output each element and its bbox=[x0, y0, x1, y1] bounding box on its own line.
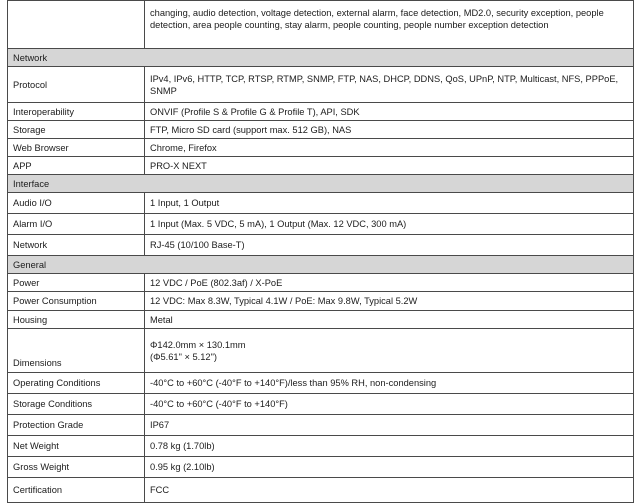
spec-row-storage bbox=[8, 121, 634, 139]
spec-value: FTP, Micro SD card (support max. 512 GB), NAS bbox=[145, 121, 634, 139]
spec-label: Alarm I/O bbox=[8, 214, 145, 235]
spec-value: ONVIF (Profile S & Profile G & Profile T), API, SDK bbox=[145, 103, 634, 121]
spec-label: Power Consumption bbox=[8, 292, 145, 311]
spec-row-interoperability bbox=[8, 103, 634, 121]
events-value: changing, audio detection, voltage detection, external alarm, face detection, MD2.0, security exception, people detection, area people counting, stay alarm, people counting, people number exception detection bbox=[145, 1, 634, 49]
spec-label: Storage Conditions bbox=[8, 394, 145, 415]
spec-value: 0.78 kg (1.70lb) bbox=[145, 436, 634, 457]
spec-label: Storage bbox=[8, 121, 145, 139]
spec-label: Protection Grade bbox=[8, 415, 145, 436]
spec-label: Audio I/O bbox=[8, 193, 145, 214]
section-general bbox=[8, 256, 634, 274]
spec-table bbox=[7, 0, 634, 503]
section-network-title: Network bbox=[8, 49, 634, 67]
spec-value: 1 Input, 1 Output bbox=[145, 193, 634, 214]
spec-row-audio-io bbox=[8, 193, 634, 214]
spec-row-power-consumption bbox=[8, 292, 634, 311]
spec-value: 0.95 kg (2.10lb) bbox=[145, 457, 634, 478]
dimensions-metric: Φ142.0mm × 130.1mm bbox=[150, 339, 246, 350]
spec-row-alarm-io bbox=[8, 214, 634, 235]
spec-row-web-browser bbox=[8, 139, 634, 157]
spec-label: APP bbox=[8, 157, 145, 175]
spec-label: Gross Weight bbox=[8, 457, 145, 478]
spec-value bbox=[145, 329, 634, 373]
spec-row-gross-weight bbox=[8, 457, 634, 478]
spec-value: 1 Input (Max. 5 VDC, 5 mA), 1 Output (Max. 12 VDC, 300 mA) bbox=[145, 214, 634, 235]
spec-value: Metal bbox=[145, 311, 634, 329]
spec-label: Interoperability bbox=[8, 103, 145, 121]
section-interface bbox=[8, 175, 634, 193]
spec-label: Net Weight bbox=[8, 436, 145, 457]
spec-value: -40°C to +60°C (-40°F to +140°F)/less than 95% RH, non-condensing bbox=[145, 373, 634, 394]
spec-label: Certification bbox=[8, 478, 145, 503]
section-interface-title: Interface bbox=[8, 175, 634, 193]
spec-label: Protocol bbox=[8, 67, 145, 103]
spec-label: Network bbox=[8, 235, 145, 256]
events-row bbox=[8, 1, 634, 49]
spec-value: PRO-X NEXT bbox=[145, 157, 634, 175]
section-general-title: General bbox=[8, 256, 634, 274]
spec-row-protocol bbox=[8, 67, 634, 103]
section-network bbox=[8, 49, 634, 67]
spec-value: 12 VDC / PoE (802.3af) / X-PoE bbox=[145, 274, 634, 292]
spec-value: IPv4, IPv6, HTTP, TCP, RTSP, RTMP, SNMP, FTP, NAS, DHCP, DDNS, QoS, UPnP, NTP, Multicast, NFS, PPPoE, SNMP bbox=[145, 67, 634, 103]
spec-label: Operating Conditions bbox=[8, 373, 145, 394]
spec-value: 12 VDC: Max 8.3W, Typical 4.1W / PoE: Max 9.8W, Typical 5.2W bbox=[145, 292, 634, 311]
events-label-cell bbox=[8, 1, 145, 49]
spec-row-operating-conditions bbox=[8, 373, 634, 394]
spec-row-dimensions bbox=[8, 329, 634, 373]
spec-row-network bbox=[8, 235, 634, 256]
spec-label: Housing bbox=[8, 311, 145, 329]
spec-label: Web Browser bbox=[8, 139, 145, 157]
spec-value: FCC bbox=[145, 478, 634, 503]
spec-value: RJ-45 (10/100 Base-T) bbox=[145, 235, 634, 256]
spec-row-certification bbox=[8, 478, 634, 503]
spec-value: Chrome, Firefox bbox=[145, 139, 634, 157]
spec-row-housing bbox=[8, 311, 634, 329]
dimensions-imperial: (Φ5.61" × 5.12") bbox=[150, 351, 217, 362]
spec-value: IP67 bbox=[145, 415, 634, 436]
spec-row-net-weight bbox=[8, 436, 634, 457]
spec-label: Power bbox=[8, 274, 145, 292]
spec-label: Dimensions bbox=[8, 329, 145, 373]
spec-row-power bbox=[8, 274, 634, 292]
spec-row-app bbox=[8, 157, 634, 175]
spec-value: -40°C to +60°C (-40°F to +140°F) bbox=[145, 394, 634, 415]
spec-row-protection-grade bbox=[8, 415, 634, 436]
spec-row-storage-conditions bbox=[8, 394, 634, 415]
